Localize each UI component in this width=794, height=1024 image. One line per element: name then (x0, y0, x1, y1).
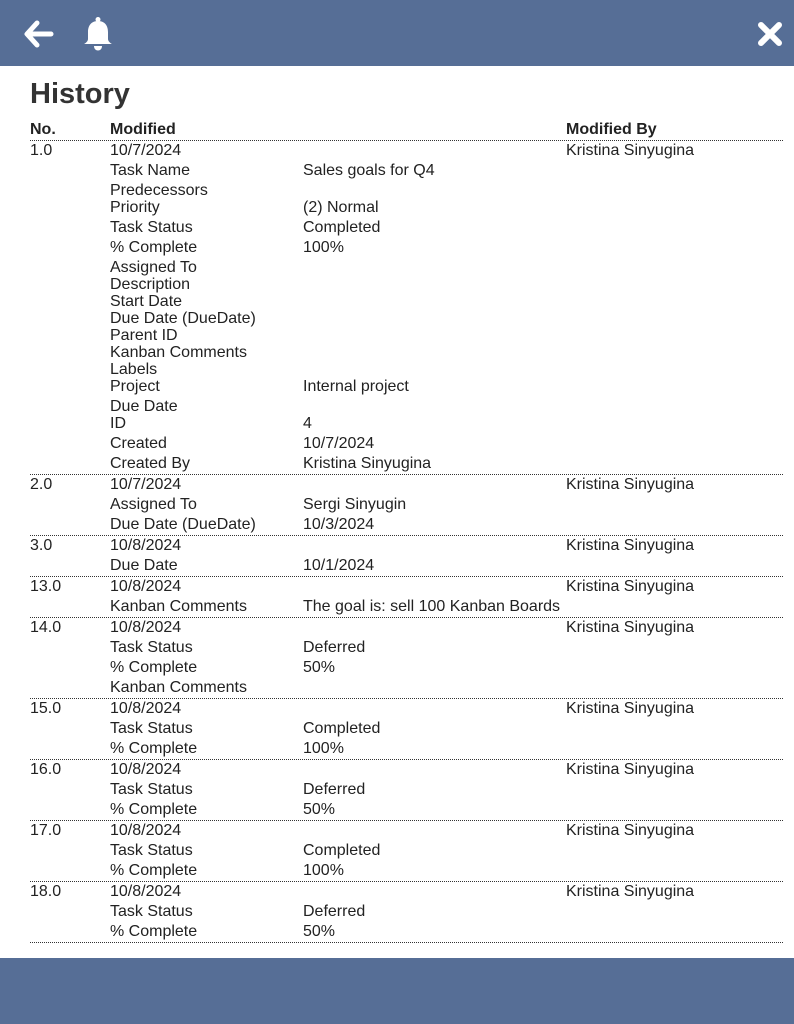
entry-number: 18.0 (30, 883, 62, 900)
entry-modified-by: Kristina Sinyugina (566, 537, 695, 554)
field-change-row (30, 238, 783, 258)
field-change-row (30, 678, 783, 698)
entry-date: 10/7/2024 (110, 476, 182, 493)
entry-number: 1.0 (30, 142, 53, 159)
entry-modified-by: Kristina Sinyugina (566, 822, 695, 839)
field-change-row (30, 434, 783, 454)
field-change-row (30, 360, 783, 377)
field-value: Deferred (303, 639, 366, 656)
field-change-row (30, 739, 783, 759)
entry-date: 10/8/2024 (110, 619, 182, 636)
field-change-row (30, 258, 783, 275)
history-entry-header (30, 475, 783, 495)
field-change-row (30, 841, 783, 861)
field-value: Completed (303, 219, 381, 236)
field-name: Due Date (110, 557, 178, 574)
arrow-left-icon (24, 19, 54, 49)
field-name: % Complete (110, 239, 198, 256)
entry-number: 16.0 (30, 761, 62, 778)
history-entry-header (30, 760, 783, 780)
field-name: Created (110, 435, 167, 452)
field-name: Due Date (DueDate) (110, 310, 256, 327)
bottom-toolbar (0, 958, 794, 1024)
field-value: 10/1/2024 (303, 557, 375, 574)
field-change-row (30, 780, 783, 800)
back-button[interactable] (17, 12, 61, 56)
field-name: Task Status (110, 219, 193, 236)
field-name: Task Status (110, 781, 193, 798)
bell-icon (81, 16, 115, 52)
entry-date: 10/7/2024 (110, 142, 182, 159)
field-value: 100% (303, 239, 344, 256)
field-name: Task Status (110, 842, 193, 859)
field-name: % Complete (110, 923, 198, 940)
field-name: Start Date (110, 293, 183, 310)
field-name: Task Status (110, 639, 193, 656)
field-change-row (30, 275, 783, 292)
field-change-row (30, 218, 783, 238)
history-entry (30, 821, 783, 882)
column-header-modified: Modified (110, 121, 176, 138)
field-change-row (30, 495, 783, 515)
field-value: 100% (303, 862, 344, 879)
field-change-row (30, 658, 783, 678)
top-toolbar (0, 0, 794, 66)
field-change-row (30, 161, 783, 181)
field-value: Completed (303, 720, 381, 737)
field-value: 50% (303, 923, 336, 940)
field-change-row (30, 309, 783, 326)
field-value: Deferred (303, 903, 366, 920)
field-change-row (30, 343, 783, 360)
field-name: Kanban Comments (110, 679, 247, 696)
field-value: 10/3/2024 (303, 516, 375, 533)
entry-number: 3.0 (30, 537, 53, 554)
column-header-modified-by: Modified By (566, 121, 657, 138)
field-value: 50% (303, 659, 336, 676)
field-change-row (30, 454, 783, 474)
entry-modified-by: Kristina Sinyugina (566, 619, 695, 636)
close-icon (757, 21, 783, 47)
field-name: Description (110, 276, 191, 293)
field-name: Predecessors (110, 182, 208, 199)
table-header (30, 121, 783, 141)
field-value: Internal project (303, 378, 409, 395)
field-name: Project (110, 378, 160, 395)
entry-modified-by: Kristina Sinyugina (566, 700, 695, 717)
entry-date: 10/8/2024 (110, 537, 182, 554)
field-name: Task Status (110, 903, 193, 920)
field-change-row (30, 719, 783, 739)
field-value: 4 (303, 415, 312, 432)
history-entry (30, 141, 783, 475)
history-entry-header (30, 618, 783, 638)
field-change-row (30, 861, 783, 881)
entry-date: 10/8/2024 (110, 578, 182, 595)
field-value: (2) Normal (303, 199, 379, 216)
column-header-no: No. (30, 121, 56, 138)
field-value: 100% (303, 740, 344, 757)
history-entry-header (30, 141, 783, 161)
field-name: Kanban Comments (110, 344, 247, 361)
field-change-row (30, 414, 783, 434)
field-change-row (30, 181, 783, 198)
field-name: ID (110, 415, 126, 432)
field-name: % Complete (110, 659, 198, 676)
notifications-button[interactable] (76, 12, 120, 56)
field-name: Task Status (110, 720, 193, 737)
field-name: Assigned To (110, 496, 197, 513)
entry-number: 13.0 (30, 578, 62, 595)
field-name: Parent ID (110, 327, 178, 344)
history-entry-header (30, 536, 783, 556)
entry-modified-by: Kristina Sinyugina (566, 578, 695, 595)
entry-date: 10/8/2024 (110, 761, 182, 778)
field-change-row (30, 326, 783, 343)
field-value: 50% (303, 801, 336, 818)
close-button[interactable] (748, 12, 792, 56)
entry-modified-by: Kristina Sinyugina (566, 761, 695, 778)
field-name: Created By (110, 455, 191, 472)
history-entry-header (30, 821, 783, 841)
entry-date: 10/8/2024 (110, 822, 182, 839)
history-entry (30, 618, 783, 699)
entry-modified-by: Kristina Sinyugina (566, 883, 695, 900)
field-value: The goal is: sell 100 Kanban Boards (303, 598, 561, 615)
field-value: 10/7/2024 (303, 435, 375, 452)
field-name: Labels (110, 361, 158, 378)
field-change-row (30, 800, 783, 820)
entry-date: 10/8/2024 (110, 883, 182, 900)
history-entry-header (30, 577, 783, 597)
entry-number: 15.0 (30, 700, 62, 717)
entry-modified-by: Kristina Sinyugina (566, 476, 695, 493)
field-name: Priority (110, 199, 160, 216)
history-entry-header (30, 699, 783, 719)
entry-number: 2.0 (30, 476, 53, 493)
entry-number: 17.0 (30, 822, 62, 839)
field-change-row (30, 597, 783, 617)
field-value: Kristina Sinyugina (303, 455, 432, 472)
history-entry (30, 536, 783, 577)
field-change-row (30, 922, 783, 942)
field-value: Completed (303, 842, 381, 859)
field-value: Sergi Sinyugin (303, 496, 407, 513)
field-change-row (30, 292, 783, 309)
field-name: Assigned To (110, 259, 197, 276)
field-change-row (30, 198, 783, 218)
history-entry (30, 760, 783, 821)
history-panel (30, 66, 783, 943)
field-name: % Complete (110, 801, 198, 818)
field-name: Due Date (DueDate) (110, 516, 256, 533)
history-entry (30, 882, 783, 943)
field-change-row (30, 902, 783, 922)
field-value: Deferred (303, 781, 366, 798)
field-name: % Complete (110, 740, 198, 757)
field-name: Kanban Comments (110, 598, 247, 615)
entry-date: 10/8/2024 (110, 700, 182, 717)
history-entry-header (30, 882, 783, 902)
entry-number: 14.0 (30, 619, 62, 636)
field-change-row (30, 638, 783, 658)
field-name: Due Date (110, 398, 178, 415)
field-change-row (30, 556, 783, 576)
field-name: % Complete (110, 862, 198, 879)
field-change-row (30, 377, 783, 397)
page-title: History (30, 78, 130, 110)
history-entry (30, 577, 783, 618)
entry-modified-by: Kristina Sinyugina (566, 142, 695, 159)
history-entry (30, 699, 783, 760)
history-list (30, 141, 783, 943)
history-entry (30, 475, 783, 536)
field-change-row (30, 515, 783, 535)
field-value: Sales goals for Q4 (303, 162, 435, 179)
field-name: Task Name (110, 162, 191, 179)
field-change-row (30, 397, 783, 414)
